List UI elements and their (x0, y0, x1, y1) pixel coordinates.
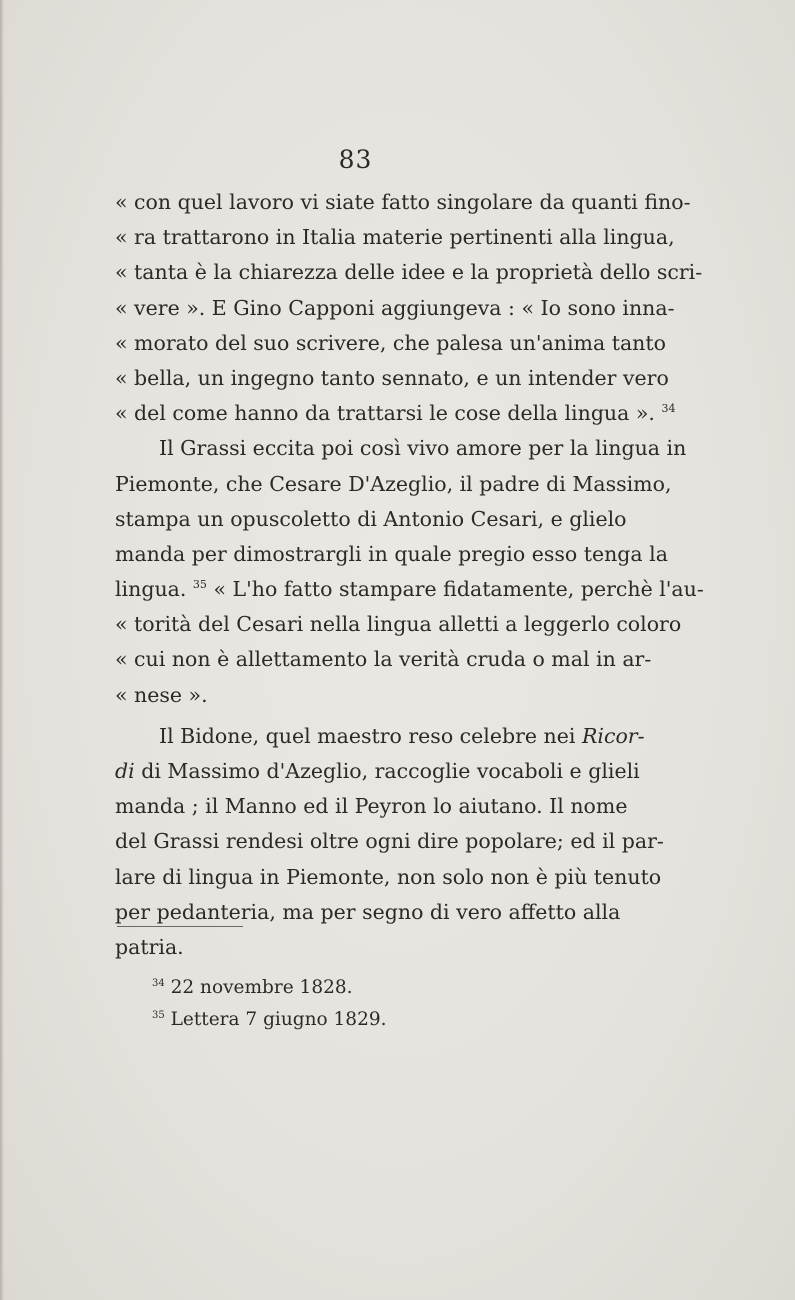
text-fragment: lingua. (115, 577, 187, 602)
text-fragment: « L'ho fatto stampare fidatamente, perchè l'au- (213, 577, 704, 602)
footnote-separator (117, 926, 243, 927)
text-line: del Grassi rendesi oltre ogni dire popolare; ed il par- (115, 829, 664, 854)
text-line: « vere ». E Gino Capponi aggiungeva : « Io sono inna- (115, 295, 675, 320)
footnote-number: 34 (152, 978, 165, 989)
text-line: Piemonte, che Cesare D'Azeglio, il padre di Massimo, (115, 471, 672, 496)
text-line (115, 572, 704, 607)
footnotes (152, 972, 572, 1036)
text-line: manda per dimostrargli in quale pregio esso tenga la (115, 541, 668, 566)
text-line: lare di lingua in Piemonte, non solo non è più tenuto (115, 864, 662, 889)
text-line: patria. (115, 934, 184, 959)
footnote-text: Lettera 7 giugno 1829. (170, 1009, 387, 1030)
text-line: « torità del Cesari nella lingua alletti a leggerlo coloro (115, 612, 682, 637)
text-line: « tanta è la chiarezza delle idee e la proprietà dello scri- (115, 260, 703, 285)
text-line: « nese ». (115, 682, 208, 707)
text-fragment: « del come hanno da trattarsi le cose della lingua ». (115, 401, 655, 426)
italic-title: Ricor- (581, 723, 645, 748)
text-line (115, 396, 676, 431)
footnote-34 (152, 972, 572, 1004)
text-line: per pedanteria, ma per segno di vero affetto alla (115, 899, 621, 924)
text-line: « bella, un ingegno tanto sennato, e un intender vero (115, 365, 669, 390)
text-line (115, 719, 645, 754)
text-fragment: Il Bidone, quel maestro reso celebre nei (159, 723, 576, 748)
text-line: stampa un opuscoletto di Antonio Cesari, e glielo (115, 506, 627, 531)
footnote-ref-34: 34 (661, 402, 676, 416)
text-line (115, 754, 640, 789)
text-line: Il Grassi eccita poi così vivo amore per la lingua in (159, 436, 687, 461)
page-number: 83 (338, 145, 373, 174)
footnote-text: 22 novembre 1828. (170, 977, 353, 998)
text-line: « con quel lavoro vi siate fatto singolare da quanti fino- (115, 190, 691, 214)
body-text (115, 185, 704, 965)
footnote-35 (152, 1004, 572, 1036)
text-fragment: di Massimo d'Azeglio, raccoglie vocaboli e glieli (141, 759, 640, 783)
text-line: « cui non è allettamento la verità cruda o mal in ar- (115, 647, 652, 672)
footnote-ref-35: 35 (192, 578, 207, 592)
text-line: « ra trattarono in Italia materie pertinenti alla lingua, (115, 225, 675, 250)
text-line: manda ; il Manno ed il Peyron lo aiutano. Il nome (115, 794, 628, 819)
page-edge-shadow (0, 0, 4, 1300)
italic-title: di (115, 759, 135, 783)
footnote-number: 35 (152, 1010, 165, 1021)
text-line: « morato del suo scrivere, che palesa un'anima tanto (115, 330, 666, 355)
